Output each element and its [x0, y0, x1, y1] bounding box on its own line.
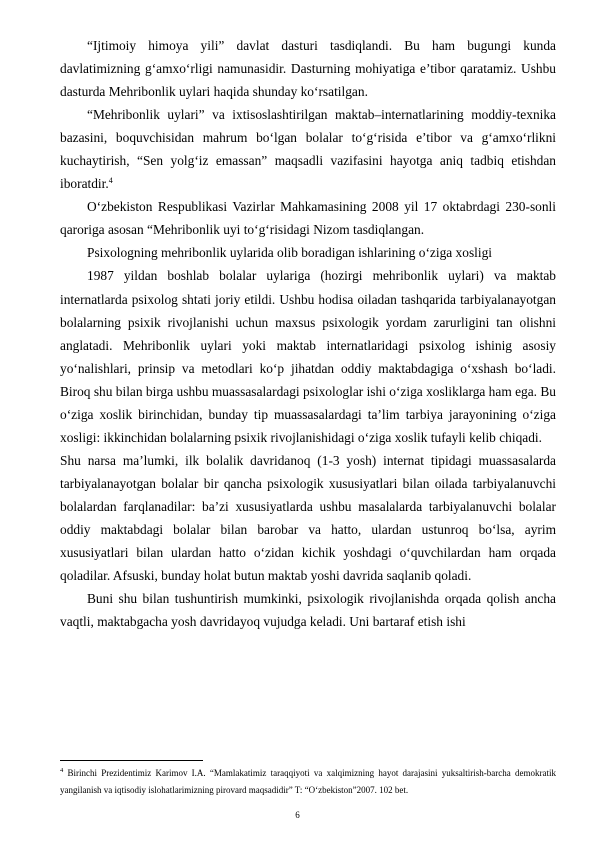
footnote-text: Birinchi Prezidentimiz Karimov I.A. “Mamlakatimiz taraqqiyoti va xalqimizning hayot darajasini yuksaltirish-barcha demokratik yangilanish va iqtisodiy islohatlarimizning pirovard maqsadidir” T: “O‘zbekiston”2007. 102 bet. — [60, 768, 556, 795]
page-number: 6 — [295, 810, 300, 820]
paragraph-2-text: “Mehribonlik uylari” va ixtisoslashtirilgan maktab–internatlarining moddiy-texnika bazasini, boquvchisidan mahrum bo‘lgan bolalar to‘g‘risida e’tibor va g‘amxo‘rlikni kuchaytirish, “Sen yolg‘iz emassan” maqsadli vazifasini hayotga aniq tadbiq etishdan iboratdir. — [60, 107, 556, 192]
paragraph-3: O‘zbekiston Respublikasi Vazirlar Mahkamasining 2008 yil 17 oktabrdagi 230-sonli qaroriga asosan “Mehribonlik uyi to‘g‘risidagi Nizom tasdiqlangan. — [60, 199, 556, 238]
paragraph-6: Buni shu bilan tushuntirish mumkinki, psixologik rivojlanishda orqada qolish ancha vaqtli, maktabgacha yosh davridayoq vujudga keladi. Uni bartaraf etish ishi — [60, 591, 556, 630]
footnote — [60, 765, 556, 799]
footnote-divider — [60, 760, 203, 761]
paragraph-5: Shu narsa ma’lumki, ilk bolalik davridanoq (1-3 yosh) internat tipidagi muassasalarda tarbiyalanayotgan bolalar bir qancha psixologik xususiyatlari bilan oilada tarbiyalanuvchi bolalardan farqlanadilar: ba’zi xususiyatlarda ushbu masalalarda tarbiyalanuvchi bolalar oddiy maktabdagi bolalar bilan barobar va hatto, ulardan ustunroq bo‘lsa, ayrim xususiyatlari bilan ulardan hatto o‘zidan kichik yoshdagi o‘quvchilardan ham orqada qoladilar. Afsuski, bunday holat butun maktab yoshi davrida saqlanib qoladi. — [60, 452, 556, 584]
footnote-ref: 4 — [108, 176, 113, 186]
paragraph-4: 1987 yildan boshlab bolalar uylariga (hozirgi mehribonlik uylari) va maktab internatlarda psixolog shtati joriy etildi. Ushbu hodisa oiladan tashqarida tarbiyalanayotgan bolalarning psixik rivojlanishi uchun maxsus psixologik yordam zarurligini tan olishni anglatadi. Mehribonlik uylari yoki maktab internatlaridagi psixolog ishinig asosiy yo‘nalishlari, prinsip va metodlari ko‘p jihatdan oddiy maktabdagiga o‘xshash bo‘ladi. Biroq shu bilan birga ushbu muassasalardagi psixologlar ishi o‘ziga xosliklarga ham ega. Bu o‘ziga xoslik birinchidan, bunday tip muassasalardagi ta’lim tarbiya jarayonining o‘ziga xosligi: ikkinchidan bolalarning psixik rivojlanishidagi o‘ziga xoslik tufayli kelib chiqadi. — [60, 268, 556, 445]
footnote-number: 4 — [60, 767, 64, 774]
paragraph-1: “Ijtimoiy himoya yili” davlat dasturi tasdiqlandi. Bu ham bugungi kunda davlatimizning g‘amxo‘rligi namunasidir. Dasturning mohiyatiga e’tibor qaratamiz. Ushbu dasturda Mehribonlik uylari haqida shunday ko‘rsatilgan. — [60, 38, 556, 100]
section-heading: Psixologning mehribonlik uylarida olib boradigan ishlarining o‘ziga xosligi — [87, 245, 493, 261]
document-body — [60, 34, 556, 633]
paragraph-2 — [60, 103, 556, 195]
